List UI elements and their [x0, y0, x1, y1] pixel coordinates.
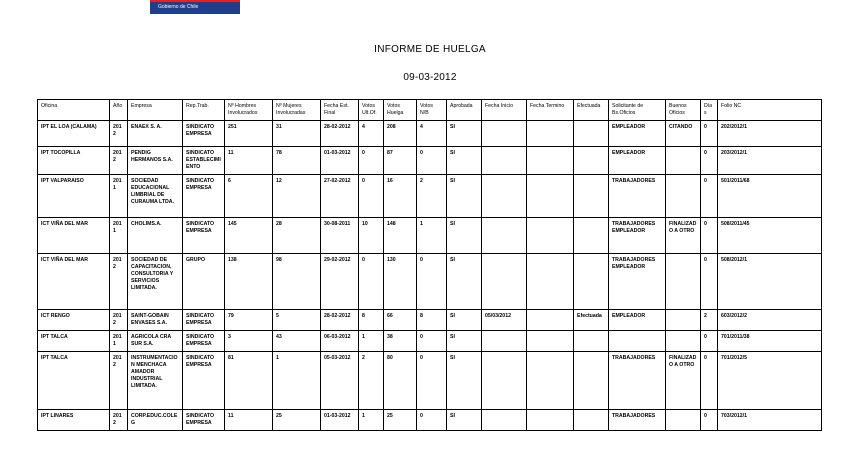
table-cell: EMPLEADOR	[609, 147, 666, 175]
table-cell	[666, 331, 701, 352]
table-row	[38, 121, 822, 147]
table-cell: 31	[273, 121, 321, 147]
column-header: Votos N/B	[417, 100, 447, 121]
table-cell: 1	[417, 218, 447, 254]
table-cell: CITANDO	[666, 121, 701, 147]
table-cell: 5	[273, 310, 321, 331]
table-cell: SINDICATO EMPRESA	[183, 352, 225, 410]
table-cell: 3	[225, 331, 273, 352]
table-cell: TRABAJADORES	[609, 410, 666, 431]
column-header: Efectuada	[574, 100, 609, 121]
table-cell: 1	[359, 331, 384, 352]
table-cell: 10	[359, 218, 384, 254]
table-cell: 703/2012/1	[718, 410, 822, 431]
table-cell	[574, 175, 609, 218]
table-cell: 0	[417, 331, 447, 352]
column-header: Nº Hombres Involucrados	[225, 100, 273, 121]
table-cell: 80	[384, 352, 417, 410]
table-row	[38, 410, 822, 431]
table-cell	[609, 331, 666, 352]
table-cell	[482, 352, 527, 410]
table-cell: CORP.EDUC.COLEG	[128, 410, 183, 431]
column-header: Empresa	[128, 100, 183, 121]
table-cell: 01-03-2012	[321, 410, 359, 431]
table-cell: 05-03-2012	[321, 352, 359, 410]
table-cell: TRABAJADORES EMPLEADOR	[609, 254, 666, 310]
table-cell: SINDICATO EMPRESA	[183, 218, 225, 254]
table-cell: SI	[447, 218, 482, 254]
table-cell: SAINT-GOBAIN ENVASES S.A.	[128, 310, 183, 331]
table-cell: 4	[359, 121, 384, 147]
table-cell: 501/2011/68	[718, 175, 822, 218]
table-cell: IPT TALCA	[38, 331, 110, 352]
table-cell: 87	[384, 147, 417, 175]
table-cell: SINDICATO EMPRESA	[183, 121, 225, 147]
table-header-row	[38, 100, 822, 121]
column-header: Oficina	[38, 100, 110, 121]
table-cell: TRABAJADORES EMPLEADOR	[609, 218, 666, 254]
table-cell: 01-03-2012	[321, 147, 359, 175]
table-cell	[527, 331, 574, 352]
table-cell	[527, 175, 574, 218]
table-cell	[574, 410, 609, 431]
table-cell	[482, 121, 527, 147]
table-cell: Efectuada	[574, 310, 609, 331]
table-cell: 145	[225, 218, 273, 254]
table-cell: SOCIEDAD EDUCACIONAL LIMBRIAL DE CURAUMA LTDA.	[128, 175, 183, 218]
table-cell: SI	[447, 410, 482, 431]
table-cell: 0	[701, 147, 718, 175]
table-cell	[482, 218, 527, 254]
table-cell: 11	[225, 147, 273, 175]
table-cell: 06-03-2012	[321, 331, 359, 352]
table-cell: ICT VIÑA DEL MAR	[38, 218, 110, 254]
table-cell	[482, 254, 527, 310]
report-title: INFORME DE HUELGA	[374, 44, 486, 55]
table-cell: 28-02-2012	[321, 310, 359, 331]
table-cell: SINDICATO ESTABLECIMIENTO	[183, 147, 225, 175]
table-cell: 8	[359, 310, 384, 331]
table-cell: 98	[273, 254, 321, 310]
table-cell: 603/2012/2	[718, 310, 822, 331]
table-cell: 251	[225, 121, 273, 147]
table-row	[38, 254, 822, 310]
table-cell: 0	[701, 218, 718, 254]
column-header: Votos Ult.Of.	[359, 100, 384, 121]
table-cell: 1	[359, 410, 384, 431]
table-cell	[482, 175, 527, 218]
table-cell: 203/2012/1	[718, 147, 822, 175]
report-date: 09-03-2012	[403, 72, 457, 83]
table-cell: 2	[701, 310, 718, 331]
table-cell: AGRICOLA CRA SUR S.A.	[128, 331, 183, 352]
table-cell: 4	[417, 121, 447, 147]
table-cell	[574, 254, 609, 310]
table-cell: 0	[701, 410, 718, 431]
table-cell: PENDIG HERMANOS S.A.	[128, 147, 183, 175]
table-cell: 27-02-2012	[321, 175, 359, 218]
table-cell	[666, 310, 701, 331]
table-cell: EMPLEADOR	[609, 121, 666, 147]
table-cell: 78	[273, 147, 321, 175]
table-cell: IPT VALPARAISO	[38, 175, 110, 218]
table-cell: 2	[359, 352, 384, 410]
table-cell	[527, 254, 574, 310]
table-cell: 38	[384, 331, 417, 352]
table-cell	[666, 175, 701, 218]
table-cell	[574, 331, 609, 352]
table-cell: SI	[447, 147, 482, 175]
table-cell: 29-02-2012	[321, 254, 359, 310]
table-cell: 2012	[110, 121, 128, 147]
table-cell	[574, 218, 609, 254]
table-cell: TRABAJADORES	[609, 352, 666, 410]
column-header: Nº Mujeres Involucradas	[273, 100, 321, 121]
table-cell: 2012	[110, 310, 128, 331]
table-cell: 202/2012/1	[718, 121, 822, 147]
table-cell: 0	[417, 147, 447, 175]
table-cell: 0	[359, 147, 384, 175]
column-header: Solicitante de Bs.Oficios	[609, 100, 666, 121]
table-cell: SI	[447, 352, 482, 410]
column-header: Días	[701, 100, 718, 121]
table-cell: 0	[359, 175, 384, 218]
table-cell: SI	[447, 121, 482, 147]
government-logo	[150, 0, 240, 14]
table-cell: 6	[225, 175, 273, 218]
table-cell	[666, 410, 701, 431]
table-row	[38, 175, 822, 218]
table-cell: 2011	[110, 175, 128, 218]
table-cell: 30-08-2011	[321, 218, 359, 254]
column-header: Fecha Est. Final	[321, 100, 359, 121]
column-header: Buenos Oficios	[666, 100, 701, 121]
table-cell: 81	[225, 352, 273, 410]
table-cell: 0	[359, 254, 384, 310]
table-cell: 25	[384, 410, 417, 431]
table-cell	[527, 352, 574, 410]
table-cell: 2012	[110, 147, 128, 175]
table-cell: 130	[384, 254, 417, 310]
table-cell: 2011	[110, 218, 128, 254]
table-cell: 28-02-2012	[321, 121, 359, 147]
table-row	[38, 218, 822, 254]
table-cell	[527, 218, 574, 254]
table-cell: 701/2012/5	[718, 352, 822, 410]
table-cell: 508/2012/1	[718, 254, 822, 310]
table-cell: 0	[701, 175, 718, 218]
table-cell	[482, 331, 527, 352]
table-cell: 208	[384, 121, 417, 147]
table-row	[38, 310, 822, 331]
table-cell: SINDICATO EMPRESA	[183, 175, 225, 218]
table-cell: 1	[273, 352, 321, 410]
column-header: Fecha Termino	[527, 100, 574, 121]
table-cell	[482, 147, 527, 175]
table-cell: ICT VIÑA DEL MAR	[38, 254, 110, 310]
table-cell	[574, 121, 609, 147]
logo-red-stripe	[150, 0, 240, 2]
table-body	[38, 121, 822, 431]
table-cell: TRABAJADORES	[609, 175, 666, 218]
table-cell	[482, 410, 527, 431]
table-cell: 2012	[110, 410, 128, 431]
table-cell: 0	[417, 352, 447, 410]
table-cell: IPT TALCA	[38, 352, 110, 410]
table-cell	[527, 410, 574, 431]
table-cell: ENAEX S. A.	[128, 121, 183, 147]
table-cell: 2012	[110, 352, 128, 410]
table-cell: 0	[417, 254, 447, 310]
table-cell	[527, 121, 574, 147]
table-cell: 0	[701, 352, 718, 410]
table-cell: FINALIZADO A OTRO	[666, 352, 701, 410]
table-cell: 11	[225, 410, 273, 431]
table-cell: GRUPO	[183, 254, 225, 310]
table-cell	[666, 254, 701, 310]
table-cell: CHOLIMS.A.	[128, 218, 183, 254]
table-cell: 701/2011/38	[718, 331, 822, 352]
table-cell: 66	[384, 310, 417, 331]
table-cell: SINDICATO EMPRESA	[183, 331, 225, 352]
table-cell: 2012	[110, 254, 128, 310]
table-cell: 12	[273, 175, 321, 218]
table-cell: SINDICATO EMPRESA	[183, 310, 225, 331]
table-cell	[574, 147, 609, 175]
table-cell: 2011	[110, 331, 128, 352]
table-cell: INSTRUMENTACION MENCHACA AMADOR INDUSTRIAL LIMITADA.	[128, 352, 183, 410]
table-cell: 0	[701, 254, 718, 310]
strike-report-table	[37, 99, 822, 431]
table-cell: IPT TOCOPILLA	[38, 147, 110, 175]
column-header: Rep.Trab.	[183, 100, 225, 121]
table-row	[38, 331, 822, 352]
table-cell: 05/03/2012	[482, 310, 527, 331]
table-cell: SI	[447, 331, 482, 352]
column-header: Fecha Inicio	[482, 100, 527, 121]
column-header: Votos Huelga	[384, 100, 417, 121]
column-header: Aprobada	[447, 100, 482, 121]
table-cell: ICT RENGO	[38, 310, 110, 331]
table-cell: IPT LINARES	[38, 410, 110, 431]
table-cell: 28	[273, 218, 321, 254]
table-cell	[527, 310, 574, 331]
table-cell: 43	[273, 331, 321, 352]
table-cell: IPT EL LOA (CALAMA)	[38, 121, 110, 147]
table-cell: 79	[225, 310, 273, 331]
table-cell: EMPLEADOR	[609, 310, 666, 331]
table-cell: 138	[225, 254, 273, 310]
table-cell: 25	[273, 410, 321, 431]
table-cell	[574, 352, 609, 410]
table-cell	[666, 147, 701, 175]
column-header: Año	[110, 100, 128, 121]
table-cell: FINALIZADO A OTRO	[666, 218, 701, 254]
table-cell: SI	[447, 254, 482, 310]
table-row	[38, 147, 822, 175]
table-cell: 0	[701, 331, 718, 352]
table-cell: 508/2011/45	[718, 218, 822, 254]
table-cell: 16	[384, 175, 417, 218]
table-row	[38, 352, 822, 410]
table-cell: 0	[701, 121, 718, 147]
table-cell: SI	[447, 310, 482, 331]
table-cell: SINDICATO EMPRESA	[183, 410, 225, 431]
table-cell: SI	[447, 175, 482, 218]
table-cell	[527, 147, 574, 175]
logo-text: Gobierno de Chile	[158, 4, 199, 10]
table-cell: 8	[417, 310, 447, 331]
table-cell: 0	[417, 410, 447, 431]
table-cell: 2	[417, 175, 447, 218]
table-cell: SOCIEDAD DE CAPACITACION, CONSULTORIA Y SERVICIOS LIMITADA.	[128, 254, 183, 310]
column-header: Folio NC	[718, 100, 822, 121]
table-cell: 148	[384, 218, 417, 254]
